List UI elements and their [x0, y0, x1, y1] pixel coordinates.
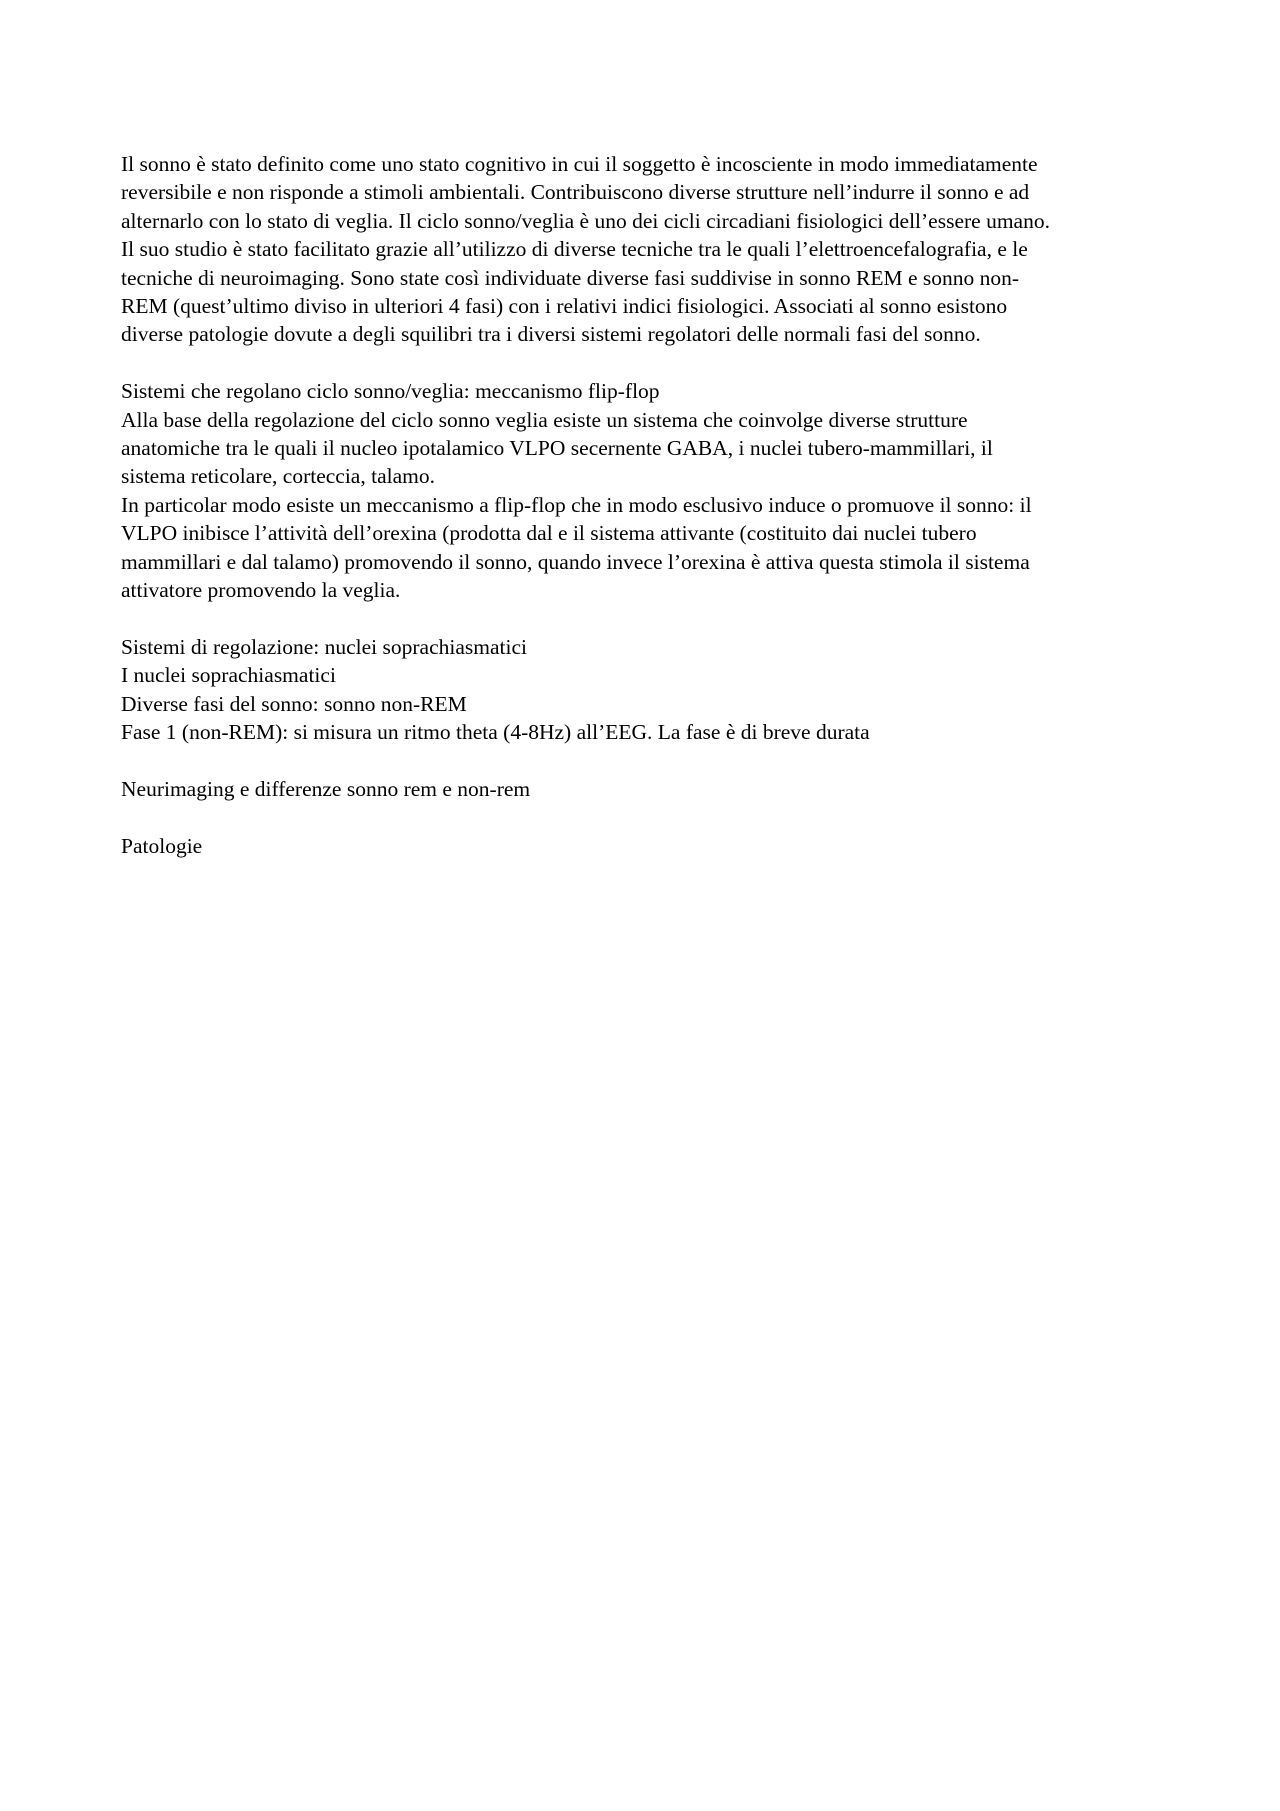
intro-paragraph [121, 150, 1171, 349]
text-line: Fase 1 (non-REM): si misura un ritmo theta (4-8Hz) all’EEG. La fase è di breve durata [121, 720, 870, 745]
text-line: mammillari e dal talamo) promovendo il sonno, quando invece l’orexina è attiva questa stimola il sistema [121, 549, 1030, 574]
paragraph-gap [121, 349, 1171, 377]
text-line: alternarlo con lo stato di veglia. Il ciclo sonno/veglia è uno dei cicli circadiani fisiologici dell’essere umano. [121, 208, 1050, 233]
text-line: In particolar modo esiste un meccanismo a flip-flop che in modo esclusivo induce o promuove il sonno: il [121, 492, 1032, 517]
section-heading: Neurimaging e differenze sonno rem e non-rem [121, 776, 531, 801]
text-line: sistema reticolare, corteccia, talamo. [121, 464, 435, 489]
section-heading: Sistemi che regolano ciclo sonno/veglia: meccanismo flip-flop [121, 379, 660, 404]
text-line: tecniche di neuroimaging. Sono state così individuate diverse fasi suddivise in sonno REM e sonno non- [121, 265, 1020, 290]
text-line: I nuclei soprachiasmatici [121, 663, 336, 688]
text-line: attivatore promovendo la veglia. [121, 578, 401, 603]
regolazione-section [121, 633, 1171, 747]
text-line: Sistemi di regolazione: nuclei soprachiasmatici [121, 634, 527, 659]
paragraph-gap [121, 604, 1171, 632]
text-line: reversibile e non risponde a stimoli ambientali. Contribuiscono diverse strutture nell’indurre il sonno e ad [121, 180, 1030, 205]
text-line: Il sonno è stato definito come uno stato cognitivo in cui il soggetto è incosciente in modo immediatamente [121, 152, 1038, 176]
patologie-section [121, 832, 1171, 860]
text-line: Diverse fasi del sonno: sonno non-REM [121, 691, 467, 716]
text-line: Alla base della regolazione del ciclo sonno veglia esiste un sistema che coinvolge diverse strutture [121, 407, 968, 432]
neuroimaging-section [121, 775, 1171, 803]
flipflop-section [121, 377, 1171, 604]
paragraph-gap [121, 747, 1171, 775]
text-line: Il suo studio è stato facilitato grazie all’utilizzo di diverse tecniche tra le quali l’elettroencefalografia, e le [121, 237, 1028, 262]
paragraph-gap [121, 803, 1171, 831]
text-line: diverse patologie dovute a degli squilibri tra i diversi sistemi regolatori delle normali fasi del sonno. [121, 322, 981, 347]
section-heading: Patologie [121, 833, 203, 858]
text-line: VLPO inibisce l’attività dell’orexina (prodotta dal e il sistema attivante (costituito dai nuclei tubero [121, 521, 977, 546]
document-body [121, 150, 1171, 860]
text-line: REM (quest’ultimo diviso in ulteriori 4 fasi) con i relativi indici fisiologici. Associati al sonno esistono [121, 294, 1008, 319]
text-line: anatomiche tra le quali il nucleo ipotalamico VLPO secernente GABA, i nuclei tubero-mammillari, il [121, 436, 993, 461]
